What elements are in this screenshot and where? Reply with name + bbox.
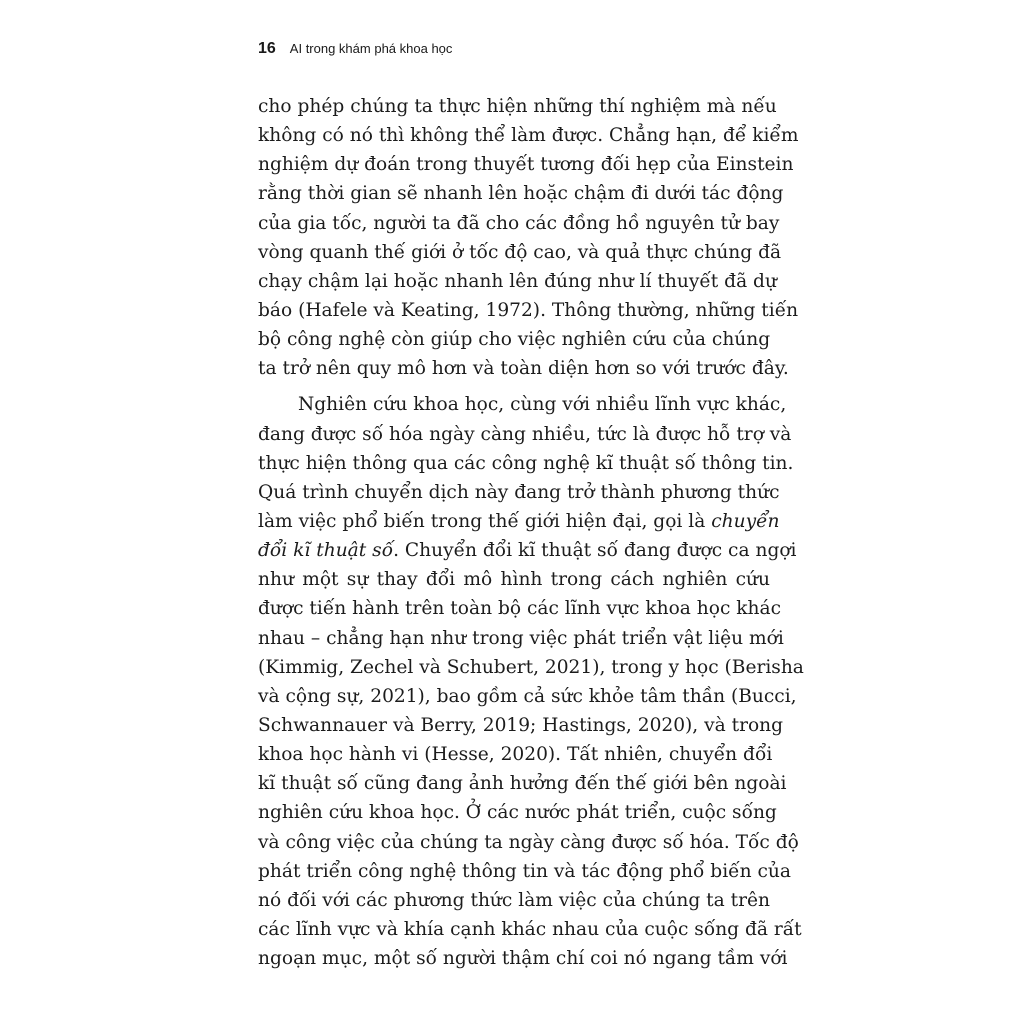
text-line: nghiệm dự đoán trong thuyết tương đối hẹp của Einstein: [258, 154, 794, 176]
running-title: AI trong khám phá khoa học: [289, 41, 453, 56]
italic-term: đổi kĩ thuật số: [258, 540, 394, 562]
text-line: đang được số hóa ngày càng nhiều, tức là được hỗ trợ và: [258, 423, 792, 445]
text-line: [258, 507, 780, 536]
paragraph-2: [258, 390, 804, 973]
text-line: và công việc của chúng ta ngày càng được số hóa. Tốc độ: [258, 831, 799, 853]
text-line: vòng quanh thế giới ở tốc độ cao, và quả thực chúng đã: [258, 241, 782, 263]
text-line: rằng thời gian sẽ nhanh lên hoặc chậm đi dưới tác động: [258, 183, 784, 205]
text-line: Nghiên cứu khoa học, cùng với nhiều lĩnh vực khác,: [298, 394, 787, 416]
text-line: [258, 536, 797, 565]
text-line: không có nó thì không thể làm được. Chẳng hạn, để kiểm: [258, 125, 799, 147]
text-line: chạy chậm lại hoặc nhanh lên đúng như lí thuyết đã dự: [258, 270, 777, 292]
text-line: ta trở nên quy mô hơn và toàn diện hơn so với trước đây.: [258, 358, 789, 380]
text-run: . Chuyển đổi kĩ thuật số đang được ca ngợi: [393, 540, 797, 562]
text-line: báo (Hafele và Keating, 1972). Thông thường, những tiến: [258, 299, 799, 321]
text-line: kĩ thuật số cũng đang ảnh hưởng đến thế giới bên ngoài: [258, 773, 787, 795]
text-line: Schwannauer và Berry, 2019; Hastings, 2020), và trong: [258, 714, 784, 736]
text-line: được tiến hành trên toàn bộ các lĩnh vực khoa học khác: [258, 598, 782, 620]
page-header: [258, 40, 452, 58]
text-line: nghiên cứu khoa học. Ở các nước phát triển, cuộc sống: [258, 802, 777, 824]
italic-term: chuyển: [711, 510, 780, 532]
text-run: làm việc phổ biến trong thế giới hiện đại, gọi là: [258, 510, 712, 532]
text-line: các lĩnh vực và khía cạnh khác nhau của cuộc sống đã rất: [258, 918, 802, 940]
page-number: 16: [258, 40, 276, 57]
text-line: (Kimmig, Zechel và Schubert, 2021), trong y học (Berisha: [258, 656, 804, 678]
text-line: và cộng sự, 2021), bao gồm cả sức khỏe tâm thần (Bucci,: [258, 685, 797, 707]
text-line: nó đối với các phương thức làm việc của chúng ta trên: [258, 889, 770, 911]
text-line: của gia tốc, người ta đã cho các đồng hồ nguyên tử bay: [258, 212, 780, 234]
text-line: Quá trình chuyển dịch này đang trở thành phương thức: [258, 481, 780, 503]
text-line: thực hiện thông qua các công nghệ kĩ thuật số thông tin.: [258, 452, 794, 474]
text-line: bộ công nghệ còn giúp cho việc nghiên cứu của chúng: [258, 329, 771, 351]
text-line: như một sự thay đổi mô hình trong cách nghiên cứu: [258, 569, 770, 591]
body-text: [258, 92, 804, 973]
paragraph-1: [258, 92, 799, 383]
text-line: phát triển công nghệ thông tin và tác động phổ biến của: [258, 860, 791, 882]
text-line: ngoạn mục, một số người thậm chí coi nó ngang tầm với: [258, 948, 788, 970]
text-line: cho phép chúng ta thực hiện những thí nghiệm mà nếu: [258, 96, 777, 117]
text-line: khoa học hành vi (Hesse, 2020). Tất nhiên, chuyển đổi: [258, 744, 773, 766]
paragraph-gap: [258, 383, 770, 390]
text-line: nhau – chẳng hạn như trong việc phát triển vật liệu mới: [258, 627, 784, 649]
